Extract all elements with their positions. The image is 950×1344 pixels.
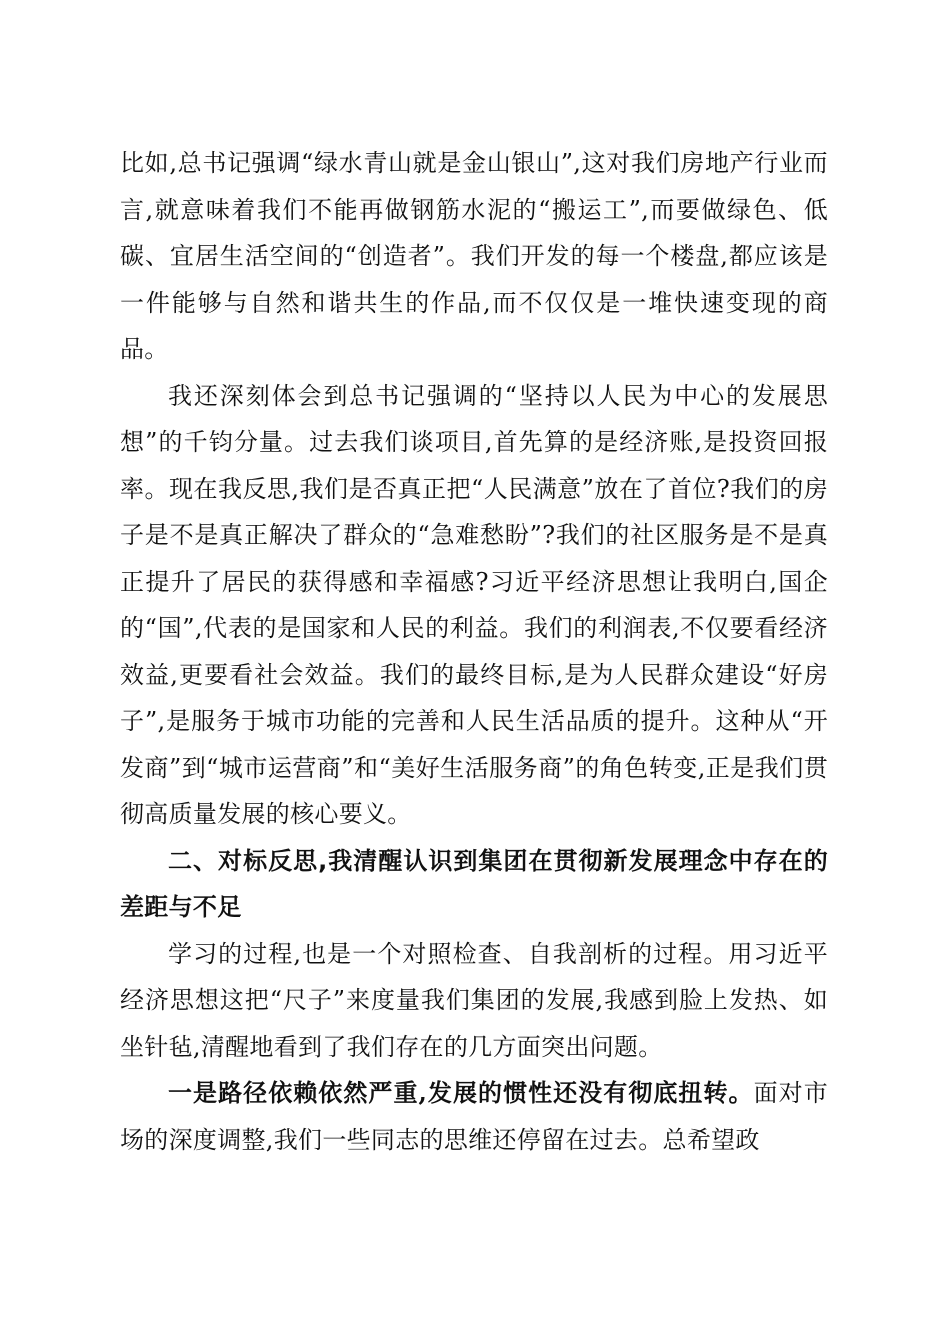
paragraph-green-development: 比如,总书记强调“绿水青山就是金山银山”,这对我们房地产行业而言,就意味着我们不能再做钢筋水泥的“搬运工”,而要做绿色、低碳、宜居生活空间的“创造者”。我们开发的每一个楼盘,都应该是一件能够与自然和谐共生的作品,而不仅仅是一堆快速变现的商品。 <box>120 149 828 363</box>
section-heading-2: 二、对标反思,我清醒认识到集团在贯彻新发展理念中存在的差距与不足 <box>120 846 828 921</box>
paragraph-self-examination: 学习的过程,也是一个对照检查、自我剖析的过程。用习近平经济思想这把“尺子”来度量我们集团的发展,我感到脸上发热、如坐针毡,清醒地看到了我们存在的几方面突出问题。 <box>120 939 828 1061</box>
paragraph-people-centered: 我还深刻体会到总书记强调的“坚持以人民为中心的发展思想”的千钧分量。过去我们谈项目,首先算的是经济账,是投资回报率。现在我反思,我们是否真正把“人民满意”放在了首位?我们的房子是不是真正解决了群众的“急难愁盼”?我们的社区服务是不是真正提升了居民的获得感和幸福感?习近平经济思想让我明白,国企的“国”,代表的是国家和人民的利益。我们的利润表,不仅要看经济效益,更要看社会效益。我们的最终目标,是为人民群众建设“好房子”,是服务于城市功能的完善和人民生活品质的提升。这种从“开发商”到“城市运营商”和“美好生活服务商”的角色转变,正是我们贯彻高质量发展的核心要义。 <box>120 381 828 828</box>
problem-one-lead: 一是路径依赖依然严重,发展的惯性还没有彻底扭转。 <box>168 1078 754 1107</box>
paragraph-problem-one <box>120 1070 828 1163</box>
problem-one-body: 面对市场的深度调整,我们一些同志的思维还停留在过去。总希望政 <box>120 1079 828 1154</box>
document-body <box>120 140 828 1163</box>
